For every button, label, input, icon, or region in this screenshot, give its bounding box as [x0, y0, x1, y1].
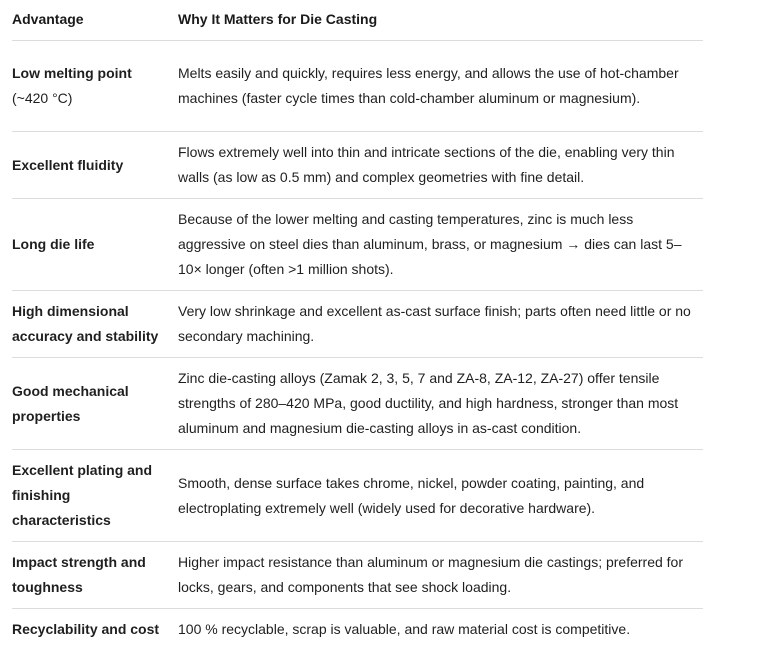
why-cell: Melts easily and quickly, requires less energy, and allows the use of hot-chamber machines (faster cycle times than cold-chamber aluminum or magnesium). — [178, 41, 703, 132]
advantage-cell: High dimensional accuracy and stability — [12, 291, 178, 358]
why-cell: Higher impact resistance than aluminum or magnesium die castings; preferred for locks, gears, and components that see shock loading. — [178, 542, 703, 609]
header-why: Why It Matters for Die Casting — [178, 0, 703, 41]
advantage-cell: Excellent plating and finishing characteristics — [12, 450, 178, 542]
table-row — [12, 358, 703, 450]
table-body — [12, 41, 703, 650]
why-cell: Smooth, dense surface takes chrome, nickel, powder coating, painting, and electroplating extremely well (widely used for decorative hardware). — [178, 450, 703, 542]
table-row — [12, 609, 703, 650]
why-cell: Zinc die-casting alloys (Zamak 2, 3, 5, 7 and ZA-8, ZA-12, ZA-27) offer tensile strengths of 280–420 MPa, good ductility, and high hardness, stronger than most aluminum and magnesium die-casting alloys in as-cast condition. — [178, 358, 703, 450]
table-row — [12, 132, 703, 199]
advantages-table — [12, 0, 703, 650]
why-cell: 100 % recyclable, scrap is valuable, and raw material cost is competitive. — [178, 609, 703, 650]
advantages-table-container — [12, 0, 703, 650]
table-row — [12, 199, 703, 291]
why-cell: Flows extremely well into thin and intricate sections of the die, enabling very thin walls (as low as 0.5 mm) and complex geometries with fine detail. — [178, 132, 703, 199]
advantage-cell: Excellent fluidity — [12, 132, 178, 199]
advantage-cell: Impact strength and toughness — [12, 542, 178, 609]
advantage-label: Low melting point — [12, 65, 132, 81]
why-cell: Because of the lower melting and casting temperatures, zinc is much less aggressive on steel dies than aluminum, brass, or magnesium → dies can last 5–10× longer (often >1 million shots). — [178, 199, 703, 291]
why-cell: Very low shrinkage and excellent as-cast surface finish; parts often need little or no secondary machining. — [178, 291, 703, 358]
table-row — [12, 41, 703, 132]
advantage-note: (~420 °C) — [12, 86, 170, 111]
advantage-cell — [12, 41, 178, 132]
advantage-cell: Recyclability and cost — [12, 609, 178, 650]
table-row — [12, 291, 703, 358]
advantage-cell: Long die life — [12, 199, 178, 291]
header-row — [12, 0, 703, 41]
header-advantage: Advantage — [12, 0, 178, 41]
table-row — [12, 450, 703, 542]
table-header — [12, 0, 703, 41]
advantage-cell: Good mechanical properties — [12, 358, 178, 450]
table-row — [12, 542, 703, 609]
